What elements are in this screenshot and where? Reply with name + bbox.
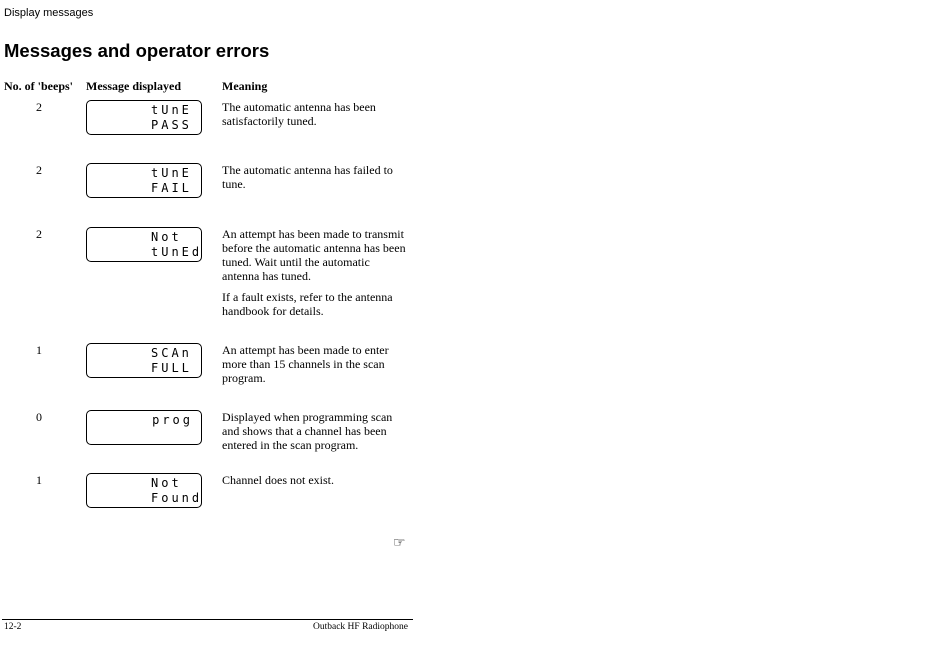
lcd-display: [86, 227, 202, 262]
running-header: Display messages: [4, 7, 94, 19]
lcd-line-2: FULL: [151, 361, 192, 375]
meaning-text: [222, 227, 407, 318]
product-name: Outback HF Radiophone: [313, 622, 408, 632]
lcd-display: [86, 100, 202, 135]
meaning-paragraph: An attempt has been made to enter more than 15 channels in the scan program.: [222, 343, 389, 385]
lcd-line-2: tUnEd: [151, 245, 203, 259]
lcd-line-1: tUnE: [151, 166, 192, 180]
meaning-text: [222, 100, 407, 128]
pointing-hand-icon: ☞: [393, 535, 406, 551]
meaning-paragraph: An attempt has been made to transmit before the automatic antenna has been tuned. Wait until the automatic antenna has tuned.: [222, 227, 406, 283]
meaning-text: [222, 410, 407, 452]
lcd-display: [86, 163, 202, 198]
beep-count: 0: [36, 410, 42, 424]
meaning-text: [222, 343, 407, 385]
beep-count: 2: [36, 100, 42, 114]
page-title: Messages and operator errors: [4, 40, 270, 61]
lcd-line-2: FAIL: [151, 181, 192, 195]
lcd-display: [86, 410, 202, 445]
beep-count: 1: [36, 343, 42, 357]
meaning-paragraph: The automatic antenna has failed to tune.: [222, 163, 393, 191]
beep-count: 2: [36, 227, 42, 241]
meaning-text: [222, 473, 407, 487]
column-header-message: Message displayed: [86, 79, 182, 93]
column-header-beeps: No. of 'beeps': [4, 79, 73, 93]
lcd-display: [86, 343, 202, 378]
lcd-line-2: Found: [151, 491, 203, 505]
beep-count: 1: [36, 473, 42, 487]
footer-rule: [2, 619, 413, 620]
lcd-line-1: Not: [151, 230, 182, 244]
page-number: 12-2: [4, 622, 22, 632]
lcd-line-1: prog: [152, 413, 193, 427]
meaning-text: [222, 163, 407, 191]
column-header-meaning: Meaning: [222, 79, 268, 93]
meaning-paragraph: Channel does not exist.: [222, 473, 334, 487]
meaning-paragraph: Displayed when programming scan and shows that a channel has been entered in the scan program.: [222, 410, 393, 452]
lcd-line-2: PASS: [151, 118, 192, 132]
beep-count: 2: [36, 163, 42, 177]
meaning-paragraph: The automatic antenna has been satisfactorily tuned.: [222, 100, 376, 128]
lcd-line-1: Not: [151, 476, 182, 490]
lcd-line-1: tUnE: [151, 103, 192, 117]
meaning-paragraph: If a fault exists, refer to the antenna handbook for details.: [222, 290, 393, 318]
lcd-line-1: SCAn: [151, 346, 192, 360]
lcd-display: [86, 473, 202, 508]
